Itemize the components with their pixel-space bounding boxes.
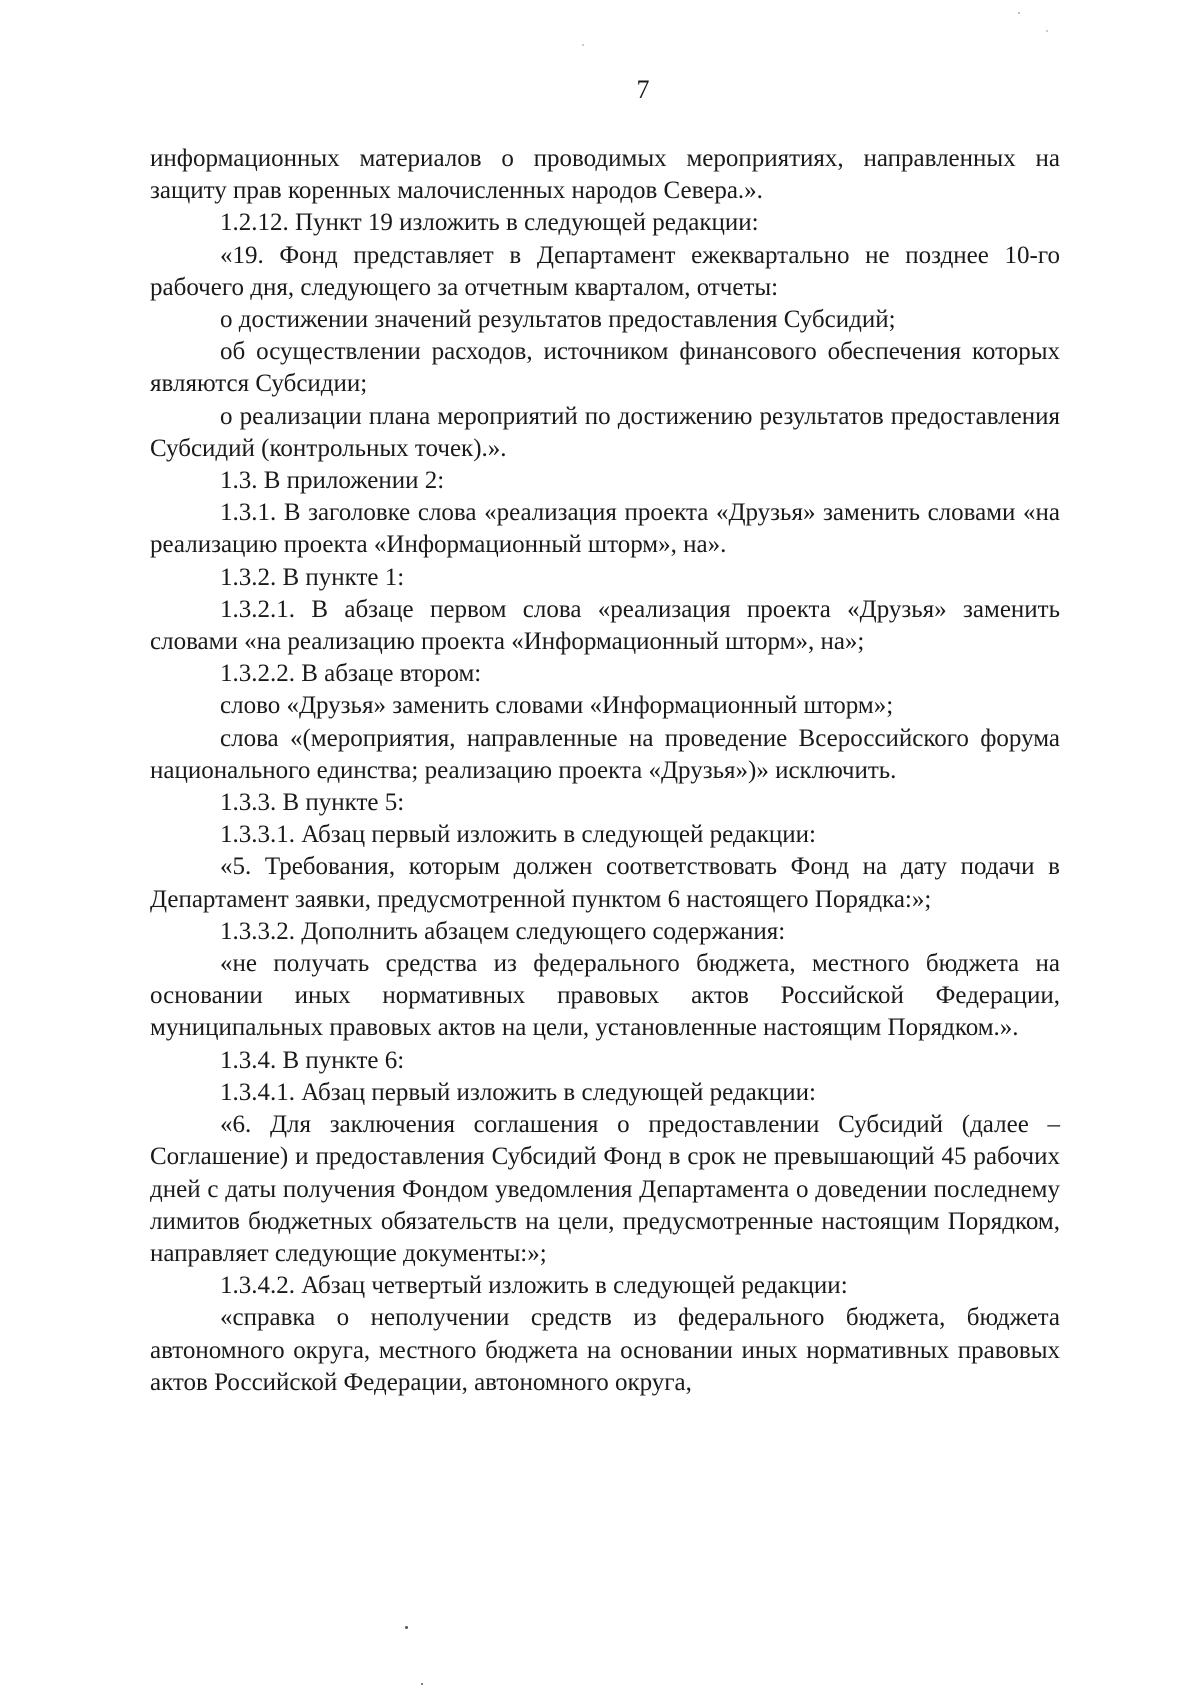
paragraph: 1.2.12. Пункт 19 изложить в следующей редакции: [220, 209, 759, 237]
paragraph: 1.3. В приложении 2: [220, 467, 445, 495]
paragraph: «6. Для заключения соглашения о предоставлении Субсидий (далее – Соглашение) и предоставления Субсидий Фонд в срок не превышающий 45 рабочих дней с даты получения Фондом уведомления Департамента о доведении последнему лимитов бюджетных обязательств на цели, предусмотренные настоящим Порядком, направляет следующие документы:»; [150, 1111, 1060, 1267]
paragraph: о достижении значений результатов предоставления Субсидий; [220, 306, 896, 334]
paragraph: о реализации плана мероприятий по достижению результатов предоставления Субсидий (контрольных точек).». [150, 402, 1060, 462]
paragraph: 1.3.4.2. Абзац четвертый изложить в следующей редакции: [220, 1272, 848, 1300]
scan-speck [405, 1626, 408, 1629]
scan-speck [582, 44, 584, 46]
paragraph: 1.3.3.1. Абзац первый изложить в следующей редакции: [220, 821, 816, 849]
paragraph: 1.3.2. В пункте 1: [220, 563, 405, 591]
paragraph: 1.3.4.1. Абзац первый изложить в следующей редакции: [220, 1078, 816, 1106]
paragraph: 1.3.3. В пункте 5: [220, 789, 405, 817]
paragraph: «19. Фонд представляет в Департамент ежеквартально не позднее 10-го рабочего дня, следующего за отчетным кварталом, отчеты: [150, 241, 1060, 301]
paragraph: 1.3.1. В заголовке слова «реализация проекта «Друзья» заменить словами «на реализацию проекта «Информационный шторм», на». [150, 499, 1060, 559]
document-body [150, 143, 1060, 1399]
scan-speck [1046, 30, 1048, 32]
paragraph: 1.3.2.2. В абзаце втором: [220, 660, 482, 688]
paragraph: слова «(мероприятия, направленные на проведение Всероссийского форума национального единства; реализацию проекта «Друзья»)» исключить. [150, 724, 1060, 784]
scan-speck [1018, 12, 1020, 14]
paragraph: об осуществлении расходов, источником финансового обеспечения которых являются Субсидии; [150, 338, 1060, 398]
paragraph: информационных материалов о проводимых мероприятиях, направленных на защиту прав коренных малочисленных народов Севера.». [150, 145, 1060, 205]
paragraph: 1.3.2.1. В абзаце первом слова «реализация проекта «Друзья» заменить словами «на реализацию проекта «Информационный шторм», на»; [150, 595, 1060, 656]
page-number: 7 [636, 75, 650, 104]
paragraph: «не получать средства из федерального бюджета, местного бюджета на основании иных нормативных правовых актов Российской Федерации, муниципальных правовых актов на цели, установленные настоящим Порядком.». [150, 950, 1060, 1042]
scan-speck [421, 1683, 423, 1685]
paragraph: «5. Требования, которым должен соответствовать Фонд на дату подачи в Департамент заявки, предусмотренной пунктом 6 настоящего Порядка:»; [150, 853, 1060, 913]
paragraph: слово «Друзья» заменить словами «Информационный шторм»; [220, 692, 894, 720]
paragraph: 1.3.4. В пункте 6: [220, 1046, 405, 1074]
paragraph: 1.3.3.2. Дополнить абзацем следующего содержания: [220, 917, 786, 945]
paragraph: «справка о неполучении средств из федерального бюджета, бюджета автономного округа, местного бюджета на основании иных нормативных правовых актов Российской Федерации, автономного округа, [150, 1304, 1060, 1396]
